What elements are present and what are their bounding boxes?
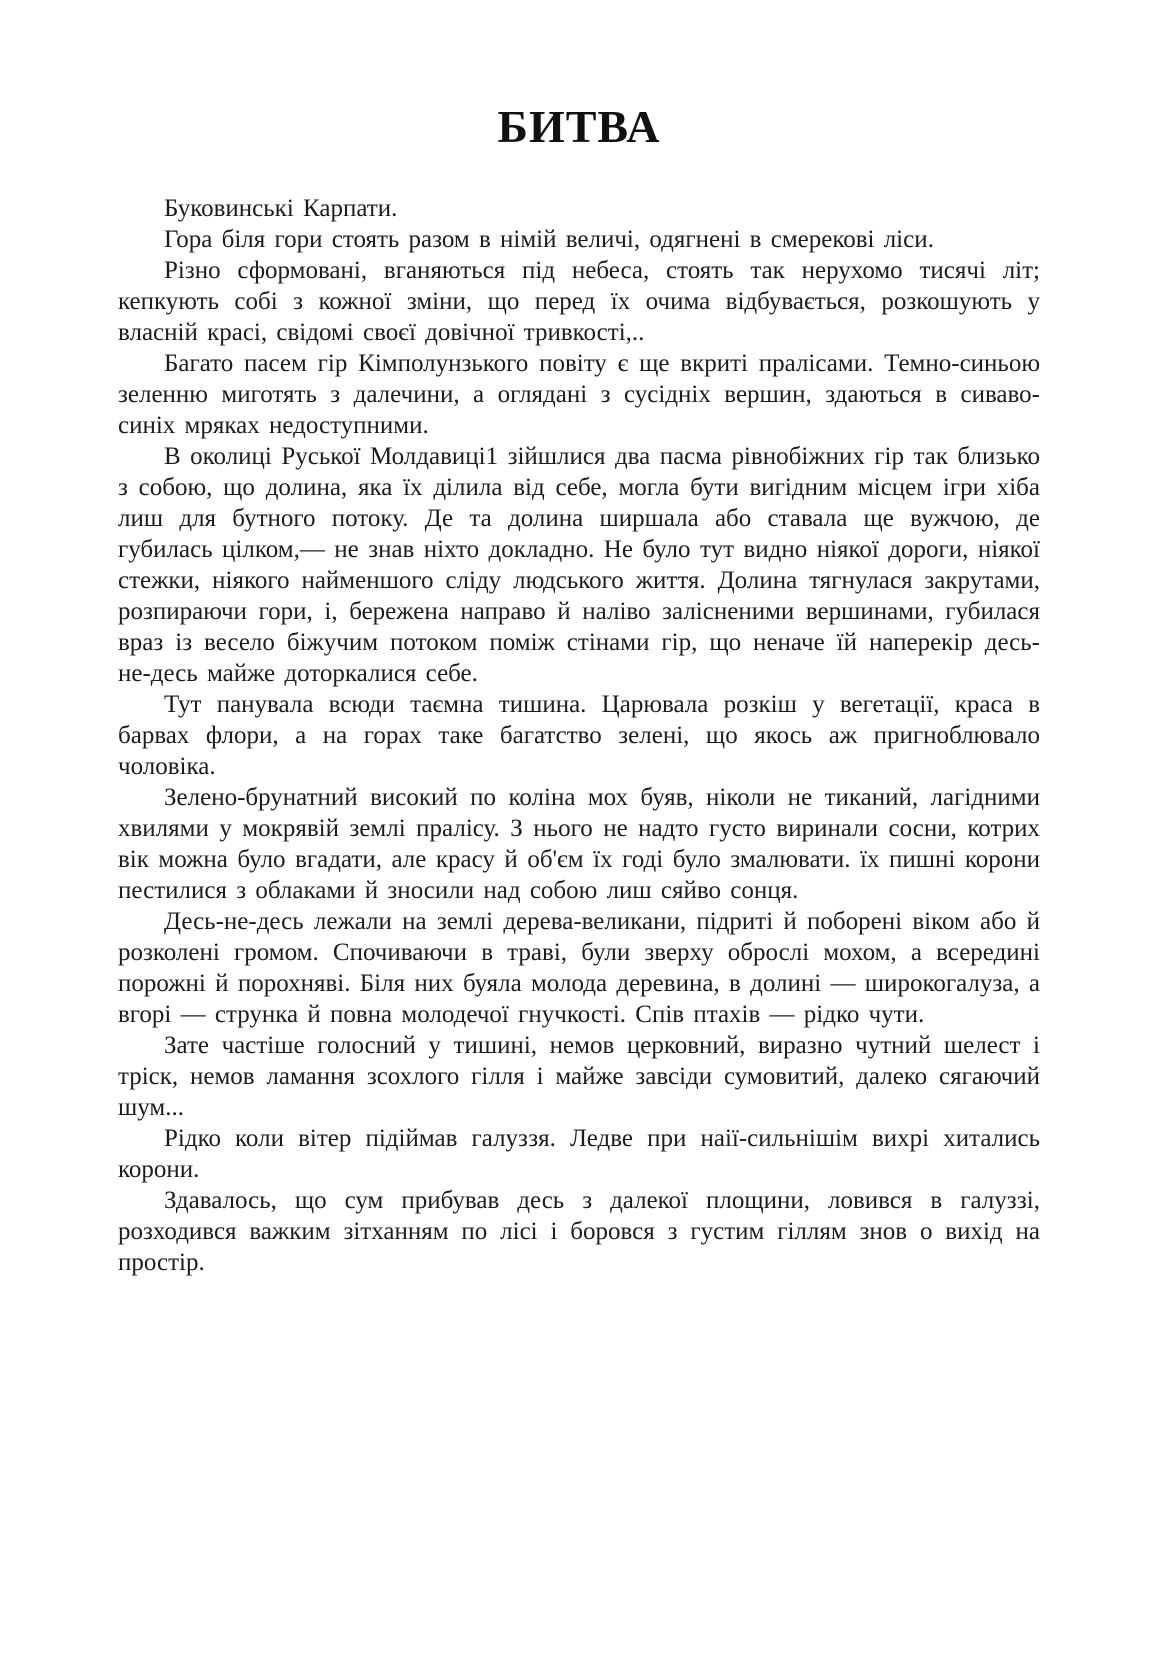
paragraph: Десь-не-десь лежали на землі дерева-великани, підриті й поборені віком або й розколені громом. Спочиваючи в траві, були зверху оброслі мохом, а всередині порожні й порохняві. Біля них буяла молода деревина, в долині — широкогалуза, а вгорі — струнка й повна молодечої гнучкості. Спів птахів — рідко чути.: [118, 908, 1040, 1028]
paragraph: Гора біля гори стоять разом в німій величі, одягнені в смерекові ліси.: [164, 226, 934, 253]
paragraph: Різно сформовані, вганяються під небеса, стоять так нерухомо тисячі літ; кепкують собі з кожної зміни, що перед їх очима відбувається, розкошують у власній красі, свідомі своєї довічної тривкості,..: [118, 257, 1040, 346]
paragraph: Зате частіше голосний у тишині, немов церковний, виразно чутний шелест і тріск, немов ламання зсохлого гілля і майже завсіди сумовитий, далеко сягаючий шум...: [118, 1032, 1040, 1121]
paragraph: В околиці Руської Молдавиці1 зійшлися два пасма рівнобіжних гір так близько з собою, що долина, яка їх ділила від себе, могла бути вигідним місцем ігри хіба лиш для бутного потоку. Де та долина ширшала або ставала ще вужчою, де губилась цілком,— не знав ніхто докладно. Не було тут видно ніякої дороги, ніякої стежки, ніякого найменшого сліду людського життя. Долина тягнулася закрутами, розпираючи гори, і, бережена направо й наліво залісненими вершинами, губилася враз із весело біжучим потоком поміж стінами гір, що неначе їй наперекір десь-не-десь майже доторкалися себе.: [118, 443, 1040, 687]
paragraph: Зелено-брунатний високий по коліна мох буяв, ніколи не тиканий, лагідними хвилями у мокрявій землі пралісу. З нього не надто густо виринали сосни, котрих вік можна було вгадати, але красу й об'єм їх годі було змалювати. їх пишні корони пестилися з облаками й зносили над собою лиш сяйво сонця.: [118, 784, 1040, 904]
paragraph: Багато пасем гір Кімполунзького повіту є ще вкриті пралісами. Темно-синьою зеленню миготять з далечини, а оглядані з сусідніх вершин, здаються в сиваво-синіх мряках недоступними.: [118, 350, 1040, 439]
paragraph: Тут панувала всюди таємна тишина. Царювала розкіш у вегетації, краса в барвах флори, а на горах таке багатство зелені, що якось аж пригноблювало чоловіка.: [118, 691, 1040, 780]
paragraph: Рідко коли вітер підіймав галуззя. Ледве при наії-сильнішім вихрі хитались корони.: [118, 1125, 1040, 1183]
paragraph: Здавалось, що сум прибував десь з далекої площини, ловився в галуззі, розходився важким зітханням по лісі і боровся з густим гіллям знов о вихід на простір.: [118, 1187, 1040, 1276]
paragraph: Буковинські Карпати.: [164, 195, 398, 222]
document-body: [118, 193, 1040, 1278]
page-title: БИТВА: [497, 101, 661, 152]
